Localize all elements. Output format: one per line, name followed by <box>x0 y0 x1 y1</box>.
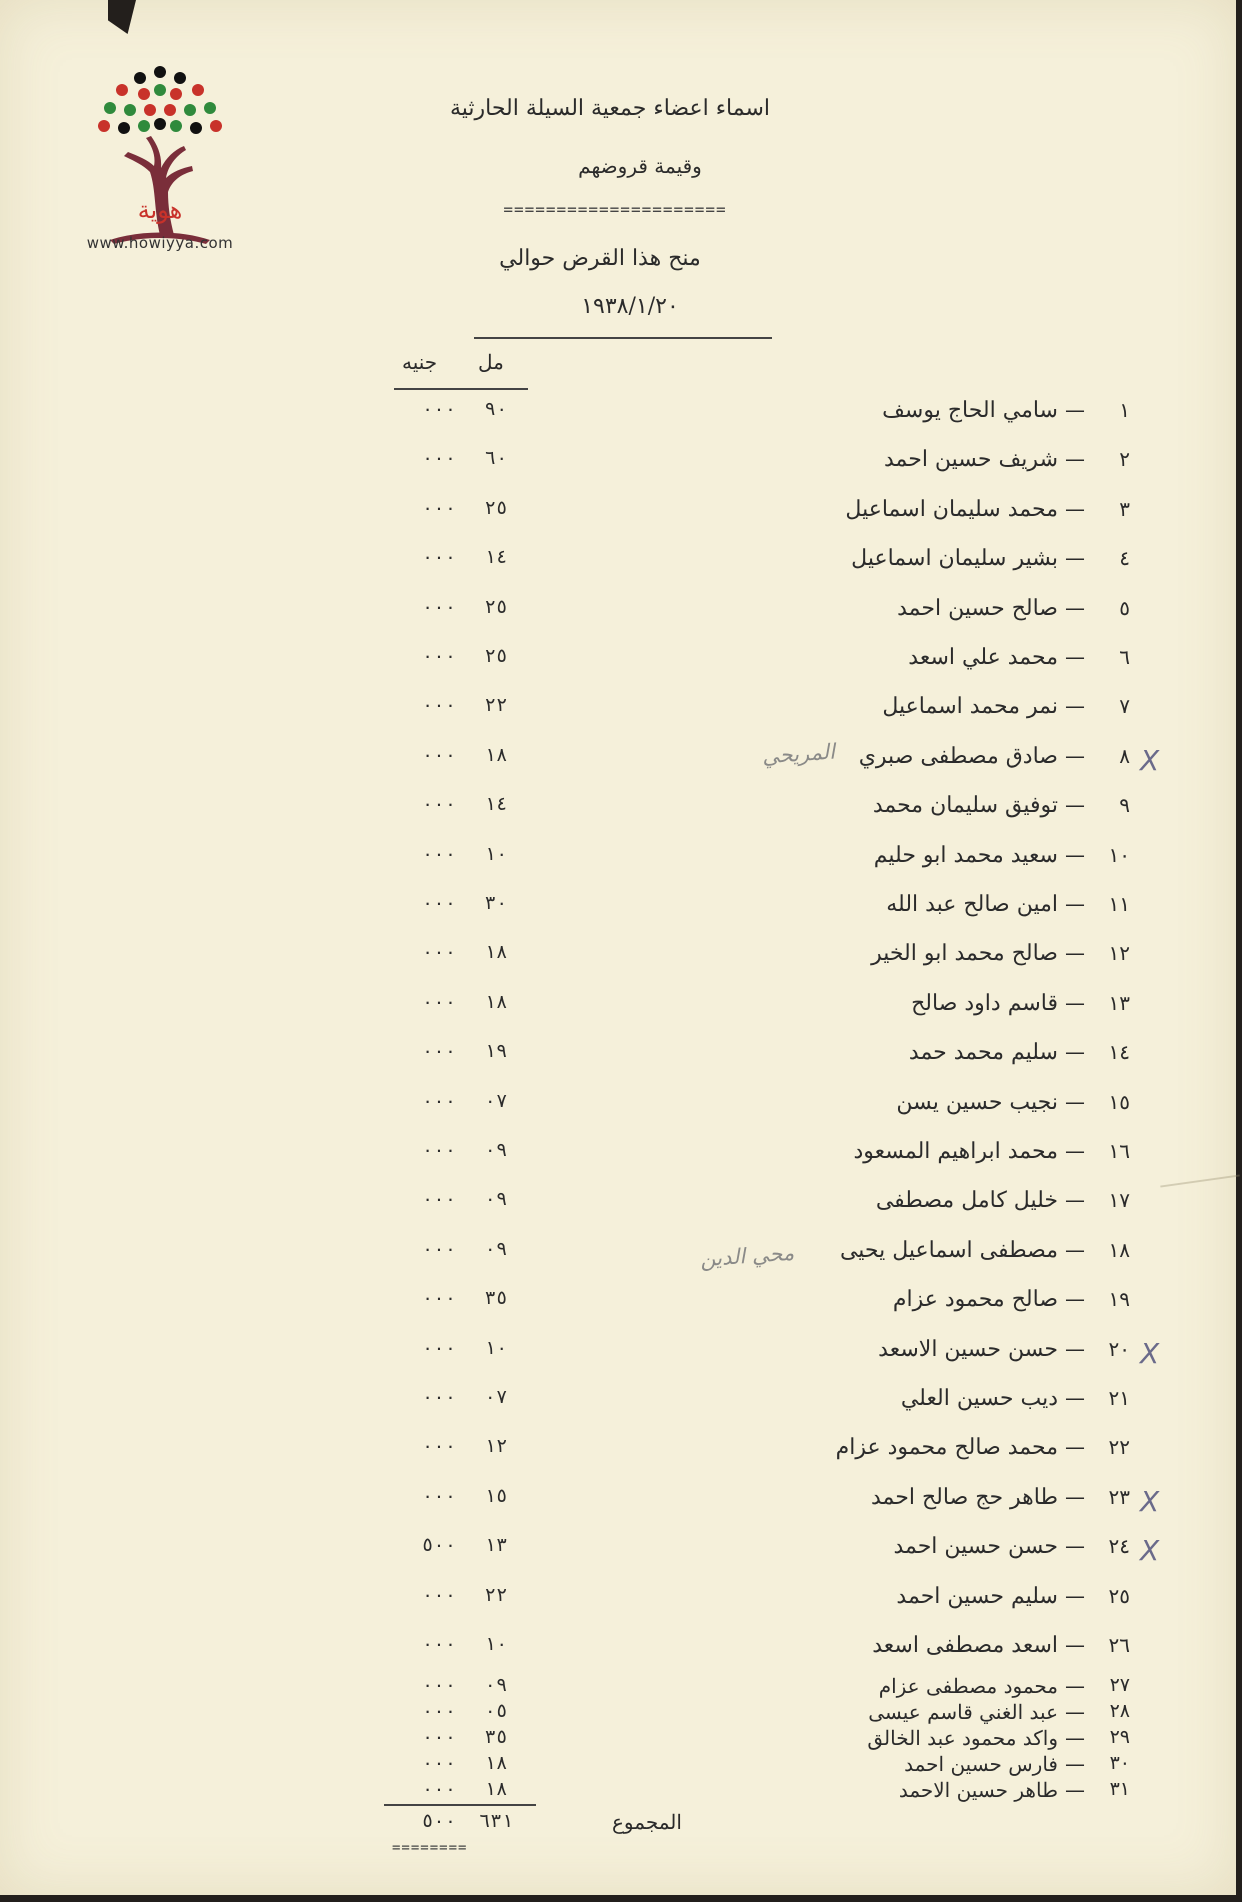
member-name: محمد ابراهيم المسعود <box>853 1139 1058 1164</box>
member-row <box>0 546 1242 586</box>
loan-millim: ٠٠٠ <box>421 1752 457 1774</box>
logo-dot <box>210 120 222 132</box>
number-dash: — <box>1065 1287 1085 1312</box>
number-dash: — <box>1065 447 1085 472</box>
loan-millim: ٠٠٠ <box>421 990 457 1013</box>
number-dash: — <box>1065 1484 1085 1509</box>
loan-pound: ١٨ <box>484 743 508 766</box>
column-header-rule <box>394 388 528 390</box>
member-row <box>0 645 1242 685</box>
loan-millim: ٠٠٠ <box>421 941 457 964</box>
loan-millim: ٠٠٠ <box>421 1726 457 1748</box>
loan-amount <box>398 793 518 815</box>
member-name: حسن حسين احمد <box>893 1534 1058 1560</box>
member-row <box>0 892 1242 932</box>
loan-pound: ١٨ <box>484 941 508 964</box>
loan-pound: ١٠ <box>484 1336 508 1359</box>
loan-pound: ٠٧ <box>484 1089 508 1112</box>
member-name: بشير سليمان اسماعيل <box>851 546 1058 572</box>
number-dash: — <box>1065 1700 1085 1724</box>
loan-pound: ٠٩ <box>484 1139 508 1161</box>
loan-amount <box>398 447 518 469</box>
member-row <box>0 447 1242 487</box>
member-number: ٢٤ <box>1108 1534 1130 1559</box>
member-number: ٢٣ <box>1108 1484 1130 1509</box>
loan-pound: ١٩ <box>484 1040 508 1063</box>
member-row <box>0 497 1242 537</box>
loan-millim: ٠٠٠ <box>421 1287 457 1310</box>
loan-pound: ١٨ <box>484 1778 508 1800</box>
logo-dot <box>204 102 216 114</box>
number-dash: — <box>1065 645 1085 669</box>
number-dash: — <box>1065 842 1085 867</box>
loan-amount <box>398 1485 518 1507</box>
member-row <box>0 1633 1242 1673</box>
loan-amount <box>398 991 518 1013</box>
loan-amount <box>398 1726 518 1748</box>
member-row <box>0 1337 1242 1377</box>
loan-millim: ٠٠٠ <box>421 1633 457 1655</box>
member-number: ١٤ <box>1108 1040 1130 1065</box>
loan-millim: ٠٠٠ <box>421 1778 457 1800</box>
member-row <box>0 1139 1242 1179</box>
loan-millim: ٠٠٠ <box>421 1139 457 1161</box>
logo-dot <box>170 88 182 100</box>
member-name: صالح محمد ابو الخير <box>871 941 1058 967</box>
loan-millim: ٠٠٠ <box>421 1583 457 1606</box>
loan-pound: ٦٠ <box>484 447 508 470</box>
loan-amount <box>398 1584 518 1606</box>
loan-amount <box>398 1435 518 1457</box>
loan-millim: ٠٠٠ <box>421 645 457 667</box>
header-rule <box>474 337 772 339</box>
loan-millim: ٠٠٠ <box>421 1700 457 1722</box>
member-name: محمد صالح محمود عزام <box>835 1435 1058 1461</box>
member-number: ١٥ <box>1108 1089 1130 1114</box>
logo-url: www.howiyya.com <box>86 234 234 252</box>
logo-word: هوية <box>137 196 183 224</box>
number-dash: — <box>1065 990 1085 1015</box>
member-name: خليل كامل مصطفى <box>875 1188 1058 1214</box>
member-number: ٢٨ <box>1109 1700 1130 1722</box>
member-row <box>0 1238 1242 1278</box>
loan-millim: ٠٠٠ <box>421 842 457 865</box>
member-row <box>0 1485 1242 1525</box>
number-dash: — <box>1065 1435 1085 1460</box>
loan-pound: ٠٩ <box>484 1188 508 1211</box>
total-label: المجموع <box>612 1810 682 1834</box>
grant-line: منح هذا القرض حوالي <box>499 246 701 271</box>
member-number: ٢٢ <box>1108 1435 1130 1460</box>
loan-millim: ٠٠٠ <box>421 1435 457 1458</box>
cross-mark: X <box>1140 1534 1160 1568</box>
loan-pound: ٢٢ <box>484 694 508 717</box>
member-name: سعيد محمد ابو حليم <box>873 842 1058 868</box>
member-name: محمد سليمان اسماعيل <box>845 496 1058 522</box>
member-number: ٤ <box>1119 546 1130 571</box>
loan-amount <box>398 843 518 865</box>
loan-amount <box>398 1534 518 1556</box>
loan-amount <box>398 744 518 766</box>
member-name: سليم محمد حمد <box>908 1040 1058 1066</box>
member-name: صادق مصطفى صبري <box>858 743 1058 769</box>
number-dash: — <box>1065 1237 1085 1262</box>
member-number: ٥ <box>1119 595 1130 620</box>
member-name: محمود مصطفى عزام <box>878 1674 1058 1698</box>
number-dash: — <box>1065 496 1085 521</box>
loan-amount <box>398 694 518 716</box>
number-dash: — <box>1065 1726 1085 1750</box>
member-number: ٢ <box>1119 447 1130 472</box>
number-dash: — <box>1065 1583 1085 1608</box>
number-dash: — <box>1065 546 1085 571</box>
member-row <box>0 739 1242 784</box>
member-number: ٦ <box>1119 645 1130 669</box>
total-millim: ٥٠٠ <box>421 1810 457 1832</box>
member-name: طاهر حسين الاحمد <box>898 1778 1058 1802</box>
loan-pound: ١٠ <box>484 1633 508 1655</box>
member-name: صالح محمود عزام <box>892 1287 1058 1313</box>
member-row <box>0 1386 1242 1426</box>
column-header-millim: مل <box>478 350 504 374</box>
logo-dot <box>164 104 176 116</box>
loan-amount <box>398 1633 518 1655</box>
number-dash: — <box>1065 1534 1085 1559</box>
number-dash: — <box>1065 1139 1085 1163</box>
loan-pound: ١٨ <box>484 1752 508 1774</box>
number-dash: — <box>1065 941 1085 966</box>
cross-mark: X <box>1140 1484 1160 1518</box>
loan-amount <box>398 1287 518 1309</box>
member-name: عبد الغني قاسم عيسى <box>868 1700 1058 1724</box>
loan-millim: ٠٠٠ <box>421 447 457 470</box>
number-dash: — <box>1065 398 1085 422</box>
member-number: ٢٦ <box>1108 1633 1130 1657</box>
logo-dot <box>154 66 166 78</box>
document-title: اسماء اعضاء جمعية السيلة الحارثية <box>449 96 771 121</box>
member-number: ١٣ <box>1108 990 1130 1015</box>
member-row <box>0 596 1242 636</box>
number-dash: — <box>1065 1040 1085 1065</box>
member-row <box>0 398 1242 438</box>
loan-amount <box>398 1040 518 1062</box>
loan-amount <box>398 546 518 568</box>
member-number: ٣ <box>1119 496 1130 521</box>
member-row <box>0 991 1242 1031</box>
logo-dot <box>144 104 156 116</box>
member-name: سامي الحاج يوسف <box>882 398 1058 423</box>
logo-dot <box>98 120 110 132</box>
member-number: ١٨ <box>1108 1237 1130 1262</box>
cross-mark: X <box>1140 1336 1160 1370</box>
loan-millim: ٠٠٠ <box>421 1040 457 1063</box>
total-rule <box>384 1804 536 1806</box>
member-number: ٧ <box>1119 694 1130 719</box>
member-number: ١ <box>1119 398 1130 422</box>
loan-millim: ٠٠٠ <box>421 1336 457 1359</box>
loan-amount <box>398 1700 518 1722</box>
loan-pound: ٩٠ <box>484 398 508 420</box>
loan-pound: ١٥ <box>484 1484 508 1507</box>
member-row <box>0 941 1242 981</box>
number-dash: — <box>1065 793 1085 818</box>
logo-dot <box>184 104 196 116</box>
number-dash: — <box>1065 1336 1085 1361</box>
member-number: ١٢ <box>1108 941 1130 966</box>
loan-pound: ٢٢ <box>484 1583 508 1606</box>
loan-amount <box>398 1778 518 1800</box>
loan-pound: ٠٩ <box>484 1237 508 1260</box>
loan-amount <box>398 398 518 420</box>
member-row <box>0 1584 1242 1624</box>
member-number: ٢٩ <box>1109 1726 1130 1748</box>
member-number: ١٠ <box>1108 842 1130 867</box>
loan-pound: ١٣ <box>484 1534 508 1557</box>
loan-millim: ٠٠٠ <box>421 1237 457 1260</box>
logo-dot <box>104 102 116 114</box>
member-name: صالح حسين احمد <box>897 595 1058 621</box>
member-name: اسعد مصطفى اسعد <box>872 1633 1058 1658</box>
member-number: ٣١ <box>1109 1778 1130 1800</box>
torn-corner <box>108 0 136 34</box>
member-name: قاسم داود صالح <box>911 990 1058 1016</box>
total-amount <box>398 1810 518 1832</box>
number-dash: — <box>1065 694 1085 719</box>
loan-pound: ٠٥ <box>484 1700 508 1722</box>
cross-mark: X <box>1140 743 1160 777</box>
number-dash: — <box>1065 1089 1085 1114</box>
loan-amount <box>398 1188 518 1210</box>
loan-millim: ٠٠٠ <box>421 892 457 914</box>
member-name: مصطفى اسماعيل يحيى <box>839 1237 1058 1263</box>
loan-pound: ٢٥ <box>484 496 508 519</box>
howiyya-logo <box>70 60 250 260</box>
member-number: ١٧ <box>1108 1188 1130 1213</box>
member-row <box>0 1040 1242 1080</box>
total-pound: ٦٣١ <box>478 1810 514 1832</box>
loan-millim: ٠٠٠ <box>421 1089 457 1112</box>
logo-dot <box>134 72 146 84</box>
number-dash: — <box>1065 1778 1085 1802</box>
column-header-pound: جنيه <box>402 350 438 374</box>
loan-pound: ٢٥ <box>484 595 508 618</box>
number-dash: — <box>1065 1188 1085 1213</box>
number-dash: — <box>1065 1674 1085 1698</box>
loan-millim: ٠٠٠ <box>421 1188 457 1211</box>
member-number: ٨ <box>1119 743 1130 768</box>
logo-dot <box>154 118 166 130</box>
loan-amount <box>398 596 518 618</box>
member-name: شريف حسين احمد <box>883 447 1058 473</box>
loan-pound: ٠٩ <box>484 1674 508 1696</box>
member-row <box>0 1188 1242 1228</box>
loan-amount <box>398 1238 518 1260</box>
loan-pound: ٠٧ <box>484 1386 508 1408</box>
member-name: فارس حسين احمد <box>904 1752 1058 1776</box>
member-name: واكد محمود عبد الخالق <box>867 1726 1058 1750</box>
loan-amount <box>398 645 518 667</box>
member-row <box>0 1435 1242 1475</box>
member-number: ١٦ <box>1108 1139 1130 1163</box>
member-row <box>0 1090 1242 1130</box>
member-number: ٣٠ <box>1109 1752 1130 1774</box>
logo-dot <box>118 122 130 134</box>
loan-pound: ١٢ <box>484 1435 508 1458</box>
number-dash: — <box>1065 743 1085 768</box>
loan-millim: ٠٠٠ <box>421 1484 457 1507</box>
loan-amount <box>398 1674 518 1696</box>
logo-dot <box>192 84 204 96</box>
loan-millim: ٠٠٠ <box>421 793 457 816</box>
loan-pound: ٣٠ <box>484 892 508 914</box>
loan-millim: ٠٠٠ <box>421 496 457 519</box>
member-number: ٢٥ <box>1108 1583 1130 1608</box>
member-name: ديب حسين العلي <box>900 1386 1058 1411</box>
member-row <box>0 694 1242 734</box>
loan-amount <box>398 1386 518 1408</box>
member-name: سليم حسين احمد <box>896 1583 1058 1609</box>
loan-pound: ١٠ <box>484 842 508 865</box>
loan-millim: ٥٠٠ <box>421 1534 457 1557</box>
loan-pound: ١٨ <box>484 990 508 1013</box>
member-number: ٢٠ <box>1108 1336 1130 1361</box>
number-dash: — <box>1065 1386 1085 1410</box>
logo-dot <box>170 120 182 132</box>
member-name: طاهر حج صالح احمد <box>871 1484 1058 1510</box>
member-name: نجيب حسين يسن <box>896 1089 1058 1115</box>
number-dash: — <box>1065 595 1085 620</box>
logo-dot <box>174 72 186 84</box>
loan-millim: ٠٠٠ <box>421 398 457 420</box>
loan-pound: ١٤ <box>484 793 508 816</box>
loan-amount <box>398 1752 518 1774</box>
logo-dot <box>116 84 128 96</box>
loan-millim: ٠٠٠ <box>421 694 457 717</box>
logo-dot <box>124 104 136 116</box>
member-number: ١١ <box>1108 892 1130 916</box>
member-row <box>0 843 1242 883</box>
loan-pound: ٣٥ <box>484 1726 508 1748</box>
loan-amount <box>398 1090 518 1112</box>
member-number: ٢٧ <box>1109 1674 1130 1696</box>
document-subtitle: وقيمة قروضهم <box>578 154 702 178</box>
logo-dot <box>154 84 166 96</box>
loan-pound: ١٤ <box>484 546 508 569</box>
member-name: نمر محمد اسماعيل <box>882 694 1058 720</box>
loan-pound: ٣٥ <box>484 1287 508 1310</box>
loan-amount <box>398 497 518 519</box>
loan-millim: ٠٠٠ <box>421 546 457 569</box>
loan-millim: ٠٠٠ <box>421 743 457 766</box>
member-name: امين صالح عبد الله <box>886 892 1058 917</box>
member-number: ٩ <box>1119 793 1130 818</box>
handwritten-note: محي الدين <box>699 1240 795 1272</box>
loan-amount <box>398 1337 518 1359</box>
grant-date: ١٩٣٨/١/٢٠ <box>581 294 679 319</box>
handwritten-note: المريحي <box>761 739 836 769</box>
member-row <box>0 793 1242 833</box>
logo-dot <box>138 88 150 100</box>
loan-amount <box>398 1139 518 1161</box>
member-row <box>0 1287 1242 1327</box>
member-name: توفيق سليمان محمد <box>872 793 1058 819</box>
member-number: ٢١ <box>1108 1386 1130 1410</box>
logo-dot <box>138 120 150 132</box>
loan-amount <box>398 892 518 914</box>
logo-dot <box>190 122 202 134</box>
number-dash: — <box>1065 1633 1085 1657</box>
loan-millim: ٠٠٠ <box>421 1386 457 1408</box>
member-name: حسن حسين الاسعد <box>878 1336 1058 1362</box>
member-name: محمد علي اسعد <box>908 645 1058 670</box>
total-double-underline: ======== <box>392 1840 468 1856</box>
member-number: ١٩ <box>1108 1287 1130 1312</box>
member-row <box>0 1534 1242 1574</box>
loan-millim: ٠٠٠ <box>421 595 457 618</box>
number-dash: — <box>1065 1752 1085 1776</box>
header-separator: ===================== <box>503 200 727 219</box>
loan-amount <box>398 941 518 963</box>
number-dash: — <box>1065 892 1085 916</box>
loan-pound: ٢٥ <box>484 645 508 667</box>
loan-millim: ٠٠٠ <box>421 1674 457 1696</box>
